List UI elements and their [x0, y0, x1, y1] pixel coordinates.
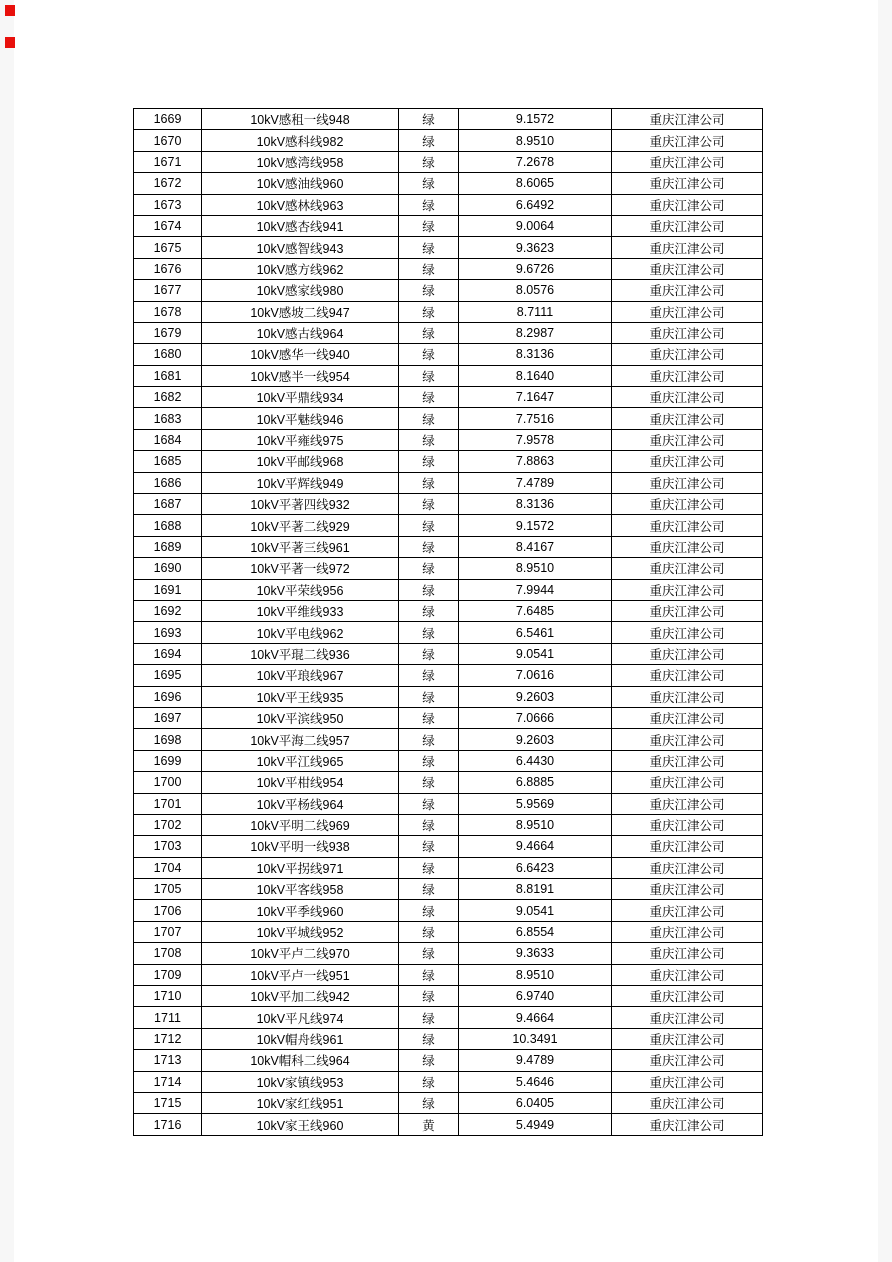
company-cell: 重庆江津公司: [612, 857, 763, 878]
row-id-cell: 1680: [134, 344, 202, 365]
table-row: [134, 301, 763, 322]
company-cell: 重庆江津公司: [612, 387, 763, 408]
line-name-cell: 10kV平荣线956: [202, 579, 399, 600]
value-cell: 8.6065: [459, 173, 612, 194]
status-cell: 绿: [399, 750, 459, 771]
status-cell: 绿: [399, 215, 459, 236]
row-id-cell: 1672: [134, 173, 202, 194]
company-cell: 重庆江津公司: [612, 344, 763, 365]
table-row: [134, 1007, 763, 1028]
table-row: [134, 729, 763, 750]
table-row: [134, 387, 763, 408]
value-cell: 8.9510: [459, 558, 612, 579]
line-name-cell: 10kV感方线962: [202, 258, 399, 279]
table-row: [134, 964, 763, 985]
line-name-cell: 10kV平电线962: [202, 622, 399, 643]
status-cell: 绿: [399, 515, 459, 536]
status-cell: 绿: [399, 130, 459, 151]
line-name-cell: 10kV平著一线972: [202, 558, 399, 579]
row-id-cell: 1677: [134, 280, 202, 301]
row-id-cell: 1676: [134, 258, 202, 279]
line-name-cell: 10kV感半一线954: [202, 365, 399, 386]
table-row: [134, 686, 763, 707]
value-cell: 7.1647: [459, 387, 612, 408]
company-cell: 重庆江津公司: [612, 536, 763, 557]
value-cell: 10.3491: [459, 1028, 612, 1049]
status-cell: 绿: [399, 536, 459, 557]
value-cell: 9.4664: [459, 836, 612, 857]
red-annotation-marker: [5, 37, 15, 48]
status-cell: 绿: [399, 472, 459, 493]
company-cell: 重庆江津公司: [612, 1050, 763, 1071]
status-cell: 绿: [399, 408, 459, 429]
table-row: [134, 986, 763, 1007]
company-cell: 重庆江津公司: [612, 365, 763, 386]
value-cell: 6.4430: [459, 750, 612, 771]
status-cell: 黄: [399, 1114, 459, 1135]
table-row: [134, 258, 763, 279]
value-cell: 9.2603: [459, 729, 612, 750]
company-cell: 重庆江津公司: [612, 943, 763, 964]
row-id-cell: 1682: [134, 387, 202, 408]
table-row: [134, 879, 763, 900]
table-row: [134, 900, 763, 921]
row-id-cell: 1707: [134, 921, 202, 942]
table-row: [134, 579, 763, 600]
company-cell: 重庆江津公司: [612, 793, 763, 814]
line-name-cell: 10kV感租一线948: [202, 109, 399, 130]
table-row: [134, 194, 763, 215]
row-id-cell: 1681: [134, 365, 202, 386]
value-cell: 9.3623: [459, 237, 612, 258]
line-name-cell: 10kV感杏线941: [202, 215, 399, 236]
value-cell: 6.9740: [459, 986, 612, 1007]
line-name-cell: 10kV帽科二线964: [202, 1050, 399, 1071]
status-cell: 绿: [399, 879, 459, 900]
value-cell: 8.7111: [459, 301, 612, 322]
company-cell: 重庆江津公司: [612, 151, 763, 172]
company-cell: 重庆江津公司: [612, 494, 763, 515]
status-cell: 绿: [399, 943, 459, 964]
value-cell: 9.1572: [459, 515, 612, 536]
line-name-cell: 10kV平著四线932: [202, 494, 399, 515]
row-id-cell: 1690: [134, 558, 202, 579]
company-cell: 重庆江津公司: [612, 1071, 763, 1092]
table-row: [134, 472, 763, 493]
company-cell: 重庆江津公司: [612, 237, 763, 258]
status-cell: 绿: [399, 1092, 459, 1113]
company-cell: 重庆江津公司: [612, 301, 763, 322]
line-name-cell: 10kV平著三线961: [202, 536, 399, 557]
table-row: [134, 1114, 763, 1135]
status-cell: 绿: [399, 772, 459, 793]
company-cell: 重庆江津公司: [612, 280, 763, 301]
row-id-cell: 1670: [134, 130, 202, 151]
value-cell: 6.6423: [459, 857, 612, 878]
table-row: [134, 515, 763, 536]
table-row: [134, 536, 763, 557]
table-row: [134, 1071, 763, 1092]
status-cell: 绿: [399, 1007, 459, 1028]
row-id-cell: 1686: [134, 472, 202, 493]
value-cell: 8.4167: [459, 536, 612, 557]
status-cell: 绿: [399, 173, 459, 194]
line-name-cell: 10kV家红线951: [202, 1092, 399, 1113]
row-id-cell: 1708: [134, 943, 202, 964]
status-cell: 绿: [399, 258, 459, 279]
row-id-cell: 1705: [134, 879, 202, 900]
company-cell: 重庆江津公司: [612, 322, 763, 343]
company-cell: 重庆江津公司: [612, 173, 763, 194]
line-name-cell: 10kV平琨二线936: [202, 643, 399, 664]
table-row: [134, 344, 763, 365]
row-id-cell: 1669: [134, 109, 202, 130]
status-cell: 绿: [399, 857, 459, 878]
status-cell: 绿: [399, 280, 459, 301]
line-name-cell: 10kV平邮线968: [202, 451, 399, 472]
table-row: [134, 365, 763, 386]
line-name-cell: 10kV感华一线940: [202, 344, 399, 365]
line-name-cell: 10kV平鼎线934: [202, 387, 399, 408]
row-id-cell: 1687: [134, 494, 202, 515]
table-row: [134, 173, 763, 194]
row-id-cell: 1692: [134, 600, 202, 621]
status-cell: 绿: [399, 494, 459, 515]
table-row: [134, 558, 763, 579]
company-cell: 重庆江津公司: [612, 215, 763, 236]
table-row: [134, 665, 763, 686]
company-cell: 重庆江津公司: [612, 408, 763, 429]
company-cell: 重庆江津公司: [612, 1092, 763, 1113]
company-cell: 重庆江津公司: [612, 964, 763, 985]
value-cell: 7.9578: [459, 429, 612, 450]
status-cell: 绿: [399, 194, 459, 215]
table-row: [134, 237, 763, 258]
row-id-cell: 1709: [134, 964, 202, 985]
status-cell: 绿: [399, 707, 459, 728]
value-cell: 8.3136: [459, 494, 612, 515]
status-cell: 绿: [399, 429, 459, 450]
company-cell: 重庆江津公司: [612, 686, 763, 707]
value-cell: 5.9569: [459, 793, 612, 814]
row-id-cell: 1702: [134, 814, 202, 835]
row-id-cell: 1678: [134, 301, 202, 322]
company-cell: 重庆江津公司: [612, 665, 763, 686]
line-name-cell: 10kV家镇线953: [202, 1071, 399, 1092]
company-cell: 重庆江津公司: [612, 1028, 763, 1049]
table-row: [134, 130, 763, 151]
row-id-cell: 1675: [134, 237, 202, 258]
company-cell: 重庆江津公司: [612, 429, 763, 450]
value-cell: 7.0616: [459, 665, 612, 686]
line-name-cell: 10kV平王线935: [202, 686, 399, 707]
line-name-cell: 10kV感湾线958: [202, 151, 399, 172]
value-cell: 8.1640: [459, 365, 612, 386]
value-cell: 8.9510: [459, 130, 612, 151]
row-id-cell: 1699: [134, 750, 202, 771]
row-id-cell: 1696: [134, 686, 202, 707]
company-cell: 重庆江津公司: [612, 515, 763, 536]
table-row: [134, 408, 763, 429]
value-cell: 9.0064: [459, 215, 612, 236]
table-row: [134, 280, 763, 301]
table-row: [134, 109, 763, 130]
value-cell: 7.0666: [459, 707, 612, 728]
line-name-cell: 10kV平杨线964: [202, 793, 399, 814]
line-name-cell: 10kV平维线933: [202, 600, 399, 621]
line-name-cell: 10kV平明二线969: [202, 814, 399, 835]
status-cell: 绿: [399, 1071, 459, 1092]
line-name-cell: 10kV平季线960: [202, 900, 399, 921]
table-row: [134, 451, 763, 472]
value-cell: 9.3633: [459, 943, 612, 964]
line-name-cell: 10kV平客线958: [202, 879, 399, 900]
line-name-cell: 10kV感坡二线947: [202, 301, 399, 322]
status-cell: 绿: [399, 1028, 459, 1049]
status-cell: 绿: [399, 921, 459, 942]
table-row: [134, 1092, 763, 1113]
value-cell: 9.2603: [459, 686, 612, 707]
company-cell: 重庆江津公司: [612, 921, 763, 942]
row-id-cell: 1685: [134, 451, 202, 472]
table-row: [134, 494, 763, 515]
line-name-cell: 10kV平凡线974: [202, 1007, 399, 1028]
company-cell: 重庆江津公司: [612, 579, 763, 600]
line-name-cell: 10kV平著二线929: [202, 515, 399, 536]
table-row: [134, 322, 763, 343]
value-cell: 7.8863: [459, 451, 612, 472]
row-id-cell: 1683: [134, 408, 202, 429]
row-id-cell: 1704: [134, 857, 202, 878]
status-cell: 绿: [399, 579, 459, 600]
table-row: [134, 600, 763, 621]
line-name-cell: 10kV感林线963: [202, 194, 399, 215]
status-cell: 绿: [399, 836, 459, 857]
value-cell: 6.8554: [459, 921, 612, 942]
table-row: [134, 429, 763, 450]
line-name-cell: 10kV感古线964: [202, 322, 399, 343]
line-name-cell: 10kV平辉线949: [202, 472, 399, 493]
value-cell: 7.7516: [459, 408, 612, 429]
line-name-cell: 10kV感科线982: [202, 130, 399, 151]
company-cell: 重庆江津公司: [612, 258, 763, 279]
status-cell: 绿: [399, 344, 459, 365]
row-id-cell: 1673: [134, 194, 202, 215]
value-cell: 9.1572: [459, 109, 612, 130]
company-cell: 重庆江津公司: [612, 643, 763, 664]
row-id-cell: 1706: [134, 900, 202, 921]
company-cell: 重庆江津公司: [612, 750, 763, 771]
value-cell: 7.9944: [459, 579, 612, 600]
row-id-cell: 1684: [134, 429, 202, 450]
line-name-cell: 10kV感智线943: [202, 237, 399, 258]
line-name-cell: 10kV感家线980: [202, 280, 399, 301]
line-name-cell: 10kV平卢一线951: [202, 964, 399, 985]
row-id-cell: 1716: [134, 1114, 202, 1135]
red-annotation-marker: [5, 5, 15, 16]
company-cell: 重庆江津公司: [612, 109, 763, 130]
value-cell: 6.0405: [459, 1092, 612, 1113]
company-cell: 重庆江津公司: [612, 900, 763, 921]
table-row: [134, 622, 763, 643]
value-cell: 6.8885: [459, 772, 612, 793]
company-cell: 重庆江津公司: [612, 1114, 763, 1135]
company-cell: 重庆江津公司: [612, 729, 763, 750]
table-row: [134, 643, 763, 664]
line-name-cell: 10kV平明一线938: [202, 836, 399, 857]
company-cell: 重庆江津公司: [612, 451, 763, 472]
line-name-cell: 10kV平江线965: [202, 750, 399, 771]
line-name-cell: 10kV平拐线971: [202, 857, 399, 878]
row-id-cell: 1691: [134, 579, 202, 600]
line-name-cell: 10kV家王线960: [202, 1114, 399, 1135]
status-cell: 绿: [399, 986, 459, 1007]
table-row: [134, 943, 763, 964]
value-cell: 8.0576: [459, 280, 612, 301]
company-cell: 重庆江津公司: [612, 986, 763, 1007]
line-name-cell: 10kV平魅线946: [202, 408, 399, 429]
company-cell: 重庆江津公司: [612, 814, 763, 835]
row-id-cell: 1695: [134, 665, 202, 686]
company-cell: 重庆江津公司: [612, 879, 763, 900]
status-cell: 绿: [399, 151, 459, 172]
table-row: [134, 151, 763, 172]
value-cell: 6.6492: [459, 194, 612, 215]
line-name-cell: 10kV平柑线954: [202, 772, 399, 793]
status-cell: 绿: [399, 665, 459, 686]
table-row: [134, 836, 763, 857]
table-row: [134, 857, 763, 878]
status-cell: 绿: [399, 814, 459, 835]
row-id-cell: 1711: [134, 1007, 202, 1028]
value-cell: 9.4789: [459, 1050, 612, 1071]
company-cell: 重庆江津公司: [612, 622, 763, 643]
table-body: [134, 109, 763, 1136]
power-line-table: [133, 108, 763, 1136]
row-id-cell: 1710: [134, 986, 202, 1007]
value-cell: 5.4949: [459, 1114, 612, 1135]
row-id-cell: 1688: [134, 515, 202, 536]
status-cell: 绿: [399, 793, 459, 814]
row-id-cell: 1700: [134, 772, 202, 793]
company-cell: 重庆江津公司: [612, 836, 763, 857]
status-cell: 绿: [399, 451, 459, 472]
row-id-cell: 1693: [134, 622, 202, 643]
value-cell: 9.4664: [459, 1007, 612, 1028]
status-cell: 绿: [399, 729, 459, 750]
company-cell: 重庆江津公司: [612, 1007, 763, 1028]
value-cell: 9.0541: [459, 900, 612, 921]
status-cell: 绿: [399, 109, 459, 130]
row-id-cell: 1671: [134, 151, 202, 172]
value-cell: 9.0541: [459, 643, 612, 664]
status-cell: 绿: [399, 237, 459, 258]
value-cell: 7.4789: [459, 472, 612, 493]
line-name-cell: 10kV平海二线957: [202, 729, 399, 750]
value-cell: 7.6485: [459, 600, 612, 621]
row-id-cell: 1697: [134, 707, 202, 728]
table-row: [134, 1028, 763, 1049]
table-row: [134, 1050, 763, 1071]
status-cell: 绿: [399, 964, 459, 985]
table-row: [134, 772, 763, 793]
row-id-cell: 1715: [134, 1092, 202, 1113]
row-id-cell: 1714: [134, 1071, 202, 1092]
status-cell: 绿: [399, 900, 459, 921]
status-cell: 绿: [399, 322, 459, 343]
value-cell: 8.9510: [459, 964, 612, 985]
line-name-cell: 10kV平琅线967: [202, 665, 399, 686]
value-cell: 8.2987: [459, 322, 612, 343]
value-cell: 6.5461: [459, 622, 612, 643]
row-id-cell: 1701: [134, 793, 202, 814]
row-id-cell: 1674: [134, 215, 202, 236]
line-name-cell: 10kV平加二线942: [202, 986, 399, 1007]
company-cell: 重庆江津公司: [612, 558, 763, 579]
table-row: [134, 814, 763, 835]
table-row: [134, 750, 763, 771]
status-cell: 绿: [399, 600, 459, 621]
row-id-cell: 1712: [134, 1028, 202, 1049]
value-cell: 8.3136: [459, 344, 612, 365]
line-name-cell: 10kV感油线960: [202, 173, 399, 194]
row-id-cell: 1679: [134, 322, 202, 343]
company-cell: 重庆江津公司: [612, 707, 763, 728]
line-name-cell: 10kV平滨线950: [202, 707, 399, 728]
line-name-cell: 10kV平卢二线970: [202, 943, 399, 964]
company-cell: 重庆江津公司: [612, 772, 763, 793]
row-id-cell: 1703: [134, 836, 202, 857]
row-id-cell: 1694: [134, 643, 202, 664]
row-id-cell: 1689: [134, 536, 202, 557]
row-id-cell: 1698: [134, 729, 202, 750]
value-cell: 5.4646: [459, 1071, 612, 1092]
status-cell: 绿: [399, 1050, 459, 1071]
status-cell: 绿: [399, 686, 459, 707]
row-id-cell: 1713: [134, 1050, 202, 1071]
status-cell: 绿: [399, 558, 459, 579]
company-cell: 重庆江津公司: [612, 472, 763, 493]
table-row: [134, 921, 763, 942]
value-cell: 7.2678: [459, 151, 612, 172]
line-name-cell: 10kV平雍线975: [202, 429, 399, 450]
company-cell: 重庆江津公司: [612, 130, 763, 151]
status-cell: 绿: [399, 622, 459, 643]
table-row: [134, 793, 763, 814]
company-cell: 重庆江津公司: [612, 194, 763, 215]
status-cell: 绿: [399, 301, 459, 322]
value-cell: 8.8191: [459, 879, 612, 900]
status-cell: 绿: [399, 387, 459, 408]
status-cell: 绿: [399, 365, 459, 386]
value-cell: 8.9510: [459, 814, 612, 835]
table-row: [134, 215, 763, 236]
table-row: [134, 707, 763, 728]
status-cell: 绿: [399, 643, 459, 664]
value-cell: 9.6726: [459, 258, 612, 279]
company-cell: 重庆江津公司: [612, 600, 763, 621]
line-name-cell: 10kV平城线952: [202, 921, 399, 942]
line-name-cell: 10kV帽舟线961: [202, 1028, 399, 1049]
